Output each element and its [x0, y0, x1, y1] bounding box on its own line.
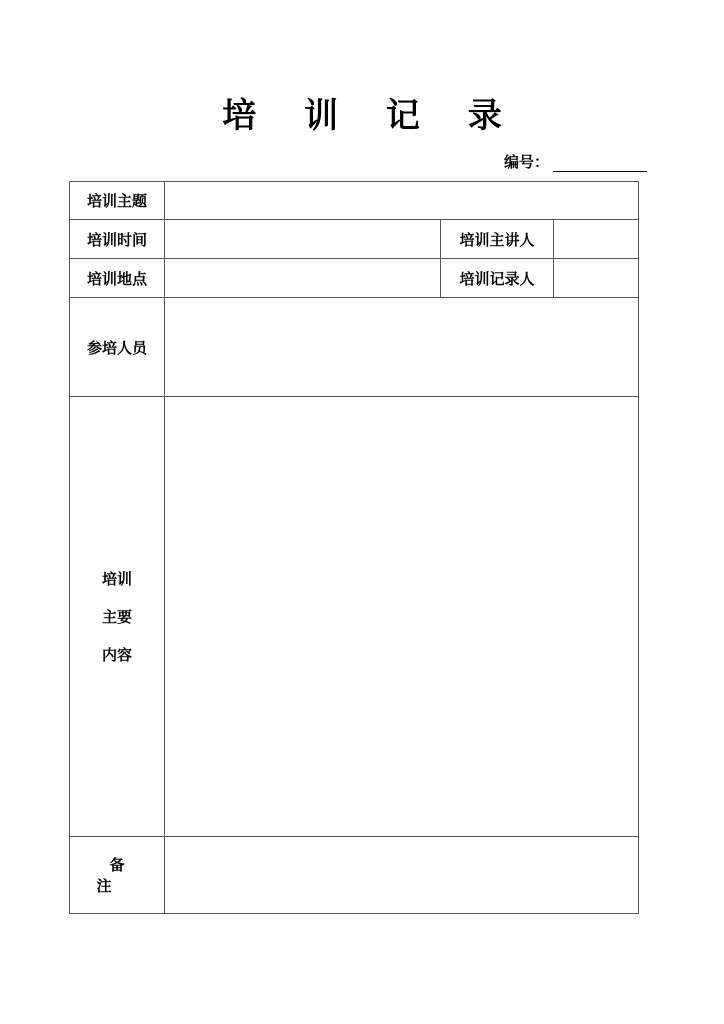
value-content[interactable]	[165, 397, 638, 836]
label-time: 培训时间	[86, 230, 147, 249]
label-location: 培训地点	[86, 269, 147, 288]
label-content	[70, 397, 164, 836]
label-remarks	[70, 837, 164, 913]
value-remarks[interactable]	[165, 837, 638, 913]
label-remarks-text: 备 注	[96, 856, 151, 895]
label-topic: 培训主题	[86, 192, 147, 210]
page-title: 培 训 记 录	[222, 96, 520, 136]
value-lecturer[interactable]	[554, 220, 638, 258]
value-time[interactable]	[165, 220, 440, 258]
label-content-line-3: 内容	[101, 645, 132, 664]
label-content-line-1: 培训	[101, 569, 132, 588]
value-location[interactable]	[165, 259, 440, 297]
label-recorder: 培训记录人	[459, 269, 535, 288]
label-lecturer: 培训主讲人	[459, 230, 535, 249]
label-attendees: 参培人员	[86, 338, 147, 357]
value-attendees[interactable]	[165, 298, 638, 396]
value-recorder[interactable]	[554, 259, 638, 297]
label-content-line-2: 主要	[101, 607, 132, 626]
code-label: 编号：	[504, 153, 550, 171]
value-topic[interactable]	[165, 182, 638, 219]
